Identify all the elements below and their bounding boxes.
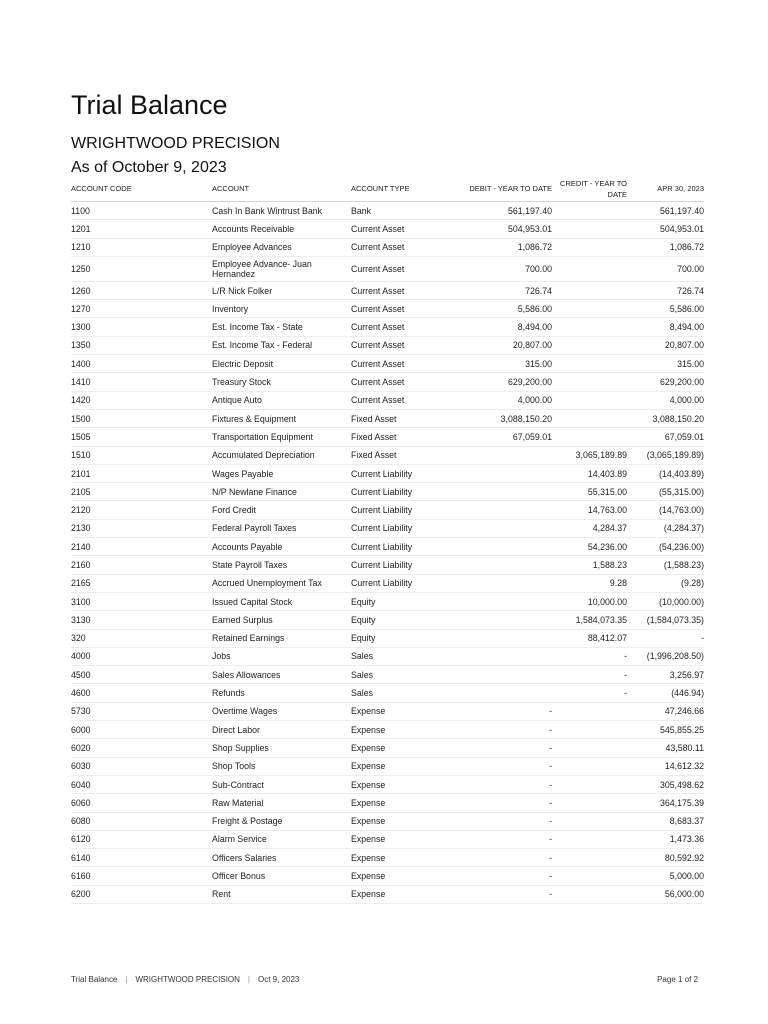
cell-account: Federal Payroll Taxes xyxy=(212,519,351,537)
cell-credit: 55,315.00 xyxy=(552,483,627,501)
cell-debit: 20,807.00 xyxy=(461,336,552,354)
trial-balance-table xyxy=(71,178,704,904)
cell-account: Earned Surplus xyxy=(212,611,351,629)
cell-credit xyxy=(552,281,627,299)
cell-apr: 1,473.36 xyxy=(627,830,704,848)
cell-credit xyxy=(552,355,627,373)
cell-account-code: 3130 xyxy=(71,611,212,629)
cell-credit: 14,403.89 xyxy=(552,464,627,482)
cell-account-type: Equity xyxy=(351,611,461,629)
cell-account: Shop Supplies xyxy=(212,739,351,757)
table-row xyxy=(71,684,704,702)
table-row xyxy=(71,611,704,629)
cell-account-type: Fixed Asset xyxy=(351,428,461,446)
cell-account-type: Bank xyxy=(351,202,461,220)
cell-account-type: Expense xyxy=(351,721,461,739)
cell-debit: - xyxy=(461,757,552,775)
cell-account-type: Current Liability xyxy=(351,464,461,482)
table-row xyxy=(71,220,704,238)
cell-credit xyxy=(552,373,627,391)
cell-apr: 56,000.00 xyxy=(627,885,704,903)
cell-account-code: 1400 xyxy=(71,355,212,373)
header-account-type: ACCOUNT TYPE xyxy=(351,178,461,202)
cell-apr: (1,588.23) xyxy=(627,556,704,574)
cell-apr: 305,498.62 xyxy=(627,775,704,793)
cell-credit: 4,284.37 xyxy=(552,519,627,537)
cell-debit xyxy=(461,574,552,592)
cell-apr: 8,683.37 xyxy=(627,812,704,830)
cell-account-code: 4000 xyxy=(71,647,212,665)
table-row xyxy=(71,238,704,256)
cell-credit: 3,065,189.89 xyxy=(552,446,627,464)
cell-credit xyxy=(552,849,627,867)
cell-account: Cash In Bank Wintrust Bank xyxy=(212,202,351,220)
cell-account-type: Current Liability xyxy=(351,574,461,592)
cell-debit: 8,494.00 xyxy=(461,318,552,336)
cell-account-type: Current Asset xyxy=(351,355,461,373)
cell-account-type: Current Asset xyxy=(351,256,461,281)
cell-debit: 561,197.40 xyxy=(461,202,552,220)
cell-account-code: 1260 xyxy=(71,281,212,299)
cell-account-type: Expense xyxy=(351,739,461,757)
cell-account-type: Expense xyxy=(351,830,461,848)
cell-account-type: Fixed Asset xyxy=(351,409,461,427)
cell-apr: 364,175.39 xyxy=(627,794,704,812)
table-row xyxy=(71,256,704,281)
cell-apr: 629,200.00 xyxy=(627,373,704,391)
cell-account: Freight & Postage xyxy=(212,812,351,830)
table-row xyxy=(71,428,704,446)
cell-account: Raw Material xyxy=(212,794,351,812)
table-row xyxy=(71,373,704,391)
cell-debit: - xyxy=(461,867,552,885)
cell-credit xyxy=(552,775,627,793)
cell-account-code: 3100 xyxy=(71,592,212,610)
cell-apr: 3,088,150.20 xyxy=(627,409,704,427)
cell-debit: 504,953.01 xyxy=(461,220,552,238)
report-date: As of October 9, 2023 xyxy=(71,159,227,176)
cell-credit: 1,584,073.35 xyxy=(552,611,627,629)
cell-account-code: 320 xyxy=(71,629,212,647)
cell-account-code: 1201 xyxy=(71,220,212,238)
cell-debit xyxy=(461,501,552,519)
cell-account-type: Current Asset xyxy=(351,318,461,336)
cell-account-code: 1100 xyxy=(71,202,212,220)
cell-account: Alarm Service xyxy=(212,830,351,848)
cell-account-type: Equity xyxy=(351,629,461,647)
cell-account: Accounts Payable xyxy=(212,538,351,556)
cell-account: Officers Salaries xyxy=(212,849,351,867)
cell-apr: (1,584,073.35) xyxy=(627,611,704,629)
cell-credit: - xyxy=(552,666,627,684)
cell-credit xyxy=(552,300,627,318)
cell-apr: 726.74 xyxy=(627,281,704,299)
cell-account-code: 2120 xyxy=(71,501,212,519)
cell-account-code: 4600 xyxy=(71,684,212,702)
header-debit: DEBIT - YEAR TO DATE xyxy=(461,178,552,202)
table-row xyxy=(71,867,704,885)
cell-apr: (14,763.00) xyxy=(627,501,704,519)
cell-account: Employee Advances xyxy=(212,238,351,256)
cell-account-code: 2140 xyxy=(71,538,212,556)
table-row xyxy=(71,355,704,373)
cell-apr: 67,059.01 xyxy=(627,428,704,446)
table-row xyxy=(71,391,704,409)
cell-account-code: 6000 xyxy=(71,721,212,739)
cell-account: Issued Capital Stock xyxy=(212,592,351,610)
cell-account: Est. Income Tax - Federal xyxy=(212,336,351,354)
cell-account: Inventory xyxy=(212,300,351,318)
cell-apr: 47,246.66 xyxy=(627,702,704,720)
table-row xyxy=(71,464,704,482)
cell-account-code: 1210 xyxy=(71,238,212,256)
cell-credit xyxy=(552,721,627,739)
cell-debit: - xyxy=(461,702,552,720)
table-row xyxy=(71,647,704,665)
cell-debit: - xyxy=(461,739,552,757)
table-row xyxy=(71,409,704,427)
cell-apr: 14,612.32 xyxy=(627,757,704,775)
cell-account-code: 6140 xyxy=(71,849,212,867)
cell-account: Overtime Wages xyxy=(212,702,351,720)
cell-account-code: 2160 xyxy=(71,556,212,574)
table-row xyxy=(71,794,704,812)
table-row xyxy=(71,446,704,464)
cell-account-type: Expense xyxy=(351,794,461,812)
cell-debit: - xyxy=(461,775,552,793)
cell-account-code: 2101 xyxy=(71,464,212,482)
cell-debit: - xyxy=(461,849,552,867)
cell-account: Retained Earnings xyxy=(212,629,351,647)
table-row xyxy=(71,629,704,647)
cell-debit: - xyxy=(461,721,552,739)
footer-date: Oct 9, 2023 xyxy=(258,975,300,984)
table-body xyxy=(71,202,704,904)
cell-debit xyxy=(461,666,552,684)
table-row xyxy=(71,281,704,299)
cell-account-type: Current Liability xyxy=(351,501,461,519)
cell-apr: 1,086.72 xyxy=(627,238,704,256)
cell-debit: 629,200.00 xyxy=(461,373,552,391)
cell-account-code: 6020 xyxy=(71,739,212,757)
cell-credit xyxy=(552,391,627,409)
cell-account: Shop Tools xyxy=(212,757,351,775)
cell-credit xyxy=(552,238,627,256)
header-apr: APR 30, 2023 xyxy=(627,178,704,202)
cell-account: Accumulated Depreciation xyxy=(212,446,351,464)
cell-account-code: 1250 xyxy=(71,256,212,281)
cell-account-type: Current Asset xyxy=(351,373,461,391)
cell-account-type: Expense xyxy=(351,885,461,903)
cell-account-type: Current Liability xyxy=(351,519,461,537)
cell-debit: 5,586.00 xyxy=(461,300,552,318)
footer-page-number: Page 1 of 2 xyxy=(657,975,698,984)
cell-account: Jobs xyxy=(212,647,351,665)
cell-account-code: 1270 xyxy=(71,300,212,318)
cell-apr: 5,000.00 xyxy=(627,867,704,885)
table-row xyxy=(71,775,704,793)
cell-debit xyxy=(461,647,552,665)
cell-debit xyxy=(461,629,552,647)
table-row xyxy=(71,300,704,318)
table-header-row xyxy=(71,178,704,202)
footer-separator: | xyxy=(247,975,250,984)
cell-credit xyxy=(552,794,627,812)
cell-account: Est. Income Tax - State xyxy=(212,318,351,336)
cell-account-type: Fixed Asset xyxy=(351,446,461,464)
table-row xyxy=(71,483,704,501)
cell-credit xyxy=(552,702,627,720)
table-row xyxy=(71,519,704,537)
cell-debit: 726.74 xyxy=(461,281,552,299)
cell-account-type: Expense xyxy=(351,812,461,830)
cell-account-type: Expense xyxy=(351,757,461,775)
cell-credit: - xyxy=(552,647,627,665)
cell-account-type: Current Liability xyxy=(351,538,461,556)
table-row xyxy=(71,336,704,354)
table-row xyxy=(71,885,704,903)
cell-account-type: Sales xyxy=(351,647,461,665)
cell-account-code: 1510 xyxy=(71,446,212,464)
cell-credit xyxy=(552,885,627,903)
cell-debit: - xyxy=(461,794,552,812)
cell-debit: - xyxy=(461,885,552,903)
cell-credit xyxy=(552,202,627,220)
cell-account: Employee Advance- Juan Hernandez xyxy=(212,256,351,281)
cell-debit xyxy=(461,538,552,556)
cell-account-type: Current Asset xyxy=(351,300,461,318)
table-row xyxy=(71,556,704,574)
cell-debit xyxy=(461,483,552,501)
cell-credit: 1,588.23 xyxy=(552,556,627,574)
table-row xyxy=(71,501,704,519)
cell-account: Officer Bonus xyxy=(212,867,351,885)
cell-credit: 9.28 xyxy=(552,574,627,592)
cell-credit xyxy=(552,428,627,446)
cell-account-code: 6040 xyxy=(71,775,212,793)
cell-credit xyxy=(552,318,627,336)
cell-debit: 4,000.00 xyxy=(461,391,552,409)
cell-apr: 43,580.11 xyxy=(627,739,704,757)
cell-account-type: Current Liability xyxy=(351,483,461,501)
cell-account-code: 1300 xyxy=(71,318,212,336)
cell-apr: 315.00 xyxy=(627,355,704,373)
cell-account-type: Sales xyxy=(351,684,461,702)
cell-account: L/R Nick Folker xyxy=(212,281,351,299)
header-credit: CREDIT - YEAR TO DATE xyxy=(552,178,627,202)
cell-apr: 700.00 xyxy=(627,256,704,281)
cell-apr: 3,256.97 xyxy=(627,666,704,684)
cell-debit xyxy=(461,556,552,574)
table-row xyxy=(71,830,704,848)
header-account: ACCOUNT xyxy=(212,178,351,202)
cell-apr: (55,315.00) xyxy=(627,483,704,501)
cell-credit xyxy=(552,739,627,757)
cell-debit: 700.00 xyxy=(461,256,552,281)
cell-account-code: 1500 xyxy=(71,409,212,427)
table-row xyxy=(71,666,704,684)
table-row xyxy=(71,739,704,757)
cell-account-type: Expense xyxy=(351,849,461,867)
cell-account: Sub-Contract xyxy=(212,775,351,793)
cell-account-code: 1505 xyxy=(71,428,212,446)
cell-credit xyxy=(552,757,627,775)
cell-account: Ford Credit xyxy=(212,501,351,519)
cell-account-type: Current Asset xyxy=(351,281,461,299)
cell-apr: 80,592.92 xyxy=(627,849,704,867)
cell-account-code: 2165 xyxy=(71,574,212,592)
cell-debit xyxy=(461,464,552,482)
cell-debit: 3,088,150.20 xyxy=(461,409,552,427)
cell-apr: 20,807.00 xyxy=(627,336,704,354)
cell-apr: (14,403.89) xyxy=(627,464,704,482)
cell-account-code: 2130 xyxy=(71,519,212,537)
cell-apr: (9.28) xyxy=(627,574,704,592)
cell-credit xyxy=(552,336,627,354)
cell-account-code: 4500 xyxy=(71,666,212,684)
table-row xyxy=(71,318,704,336)
cell-apr: (3,065,189.89) xyxy=(627,446,704,464)
cell-account: Fixtures & Equipment xyxy=(212,409,351,427)
table-row xyxy=(71,538,704,556)
cell-account-code: 1350 xyxy=(71,336,212,354)
cell-account-type: Equity xyxy=(351,592,461,610)
cell-account-type: Current Asset xyxy=(351,391,461,409)
header-account-code: ACCOUNT CODE xyxy=(71,178,212,202)
cell-account-type: Sales xyxy=(351,666,461,684)
cell-debit: 1,086.72 xyxy=(461,238,552,256)
cell-debit: - xyxy=(461,830,552,848)
cell-credit xyxy=(552,409,627,427)
cell-account-type: Current Asset xyxy=(351,220,461,238)
cell-account-code: 6030 xyxy=(71,757,212,775)
cell-account-code: 6120 xyxy=(71,830,212,848)
cell-account: Transportation Equipment xyxy=(212,428,351,446)
cell-debit xyxy=(461,592,552,610)
cell-apr: (10,000.00) xyxy=(627,592,704,610)
table-row xyxy=(71,202,704,220)
cell-credit xyxy=(552,812,627,830)
cell-account: Sales Allowances xyxy=(212,666,351,684)
cell-debit xyxy=(461,519,552,537)
table-row xyxy=(71,849,704,867)
cell-account-code: 6200 xyxy=(71,885,212,903)
cell-account: State Payroll Taxes xyxy=(212,556,351,574)
cell-credit: 10,000.00 xyxy=(552,592,627,610)
cell-account: Antique Auto xyxy=(212,391,351,409)
cell-account: Electric Deposit xyxy=(212,355,351,373)
cell-account-code: 6060 xyxy=(71,794,212,812)
footer-company: WRIGHTWOOD PRECISION xyxy=(135,975,240,984)
cell-account-code: 6160 xyxy=(71,867,212,885)
cell-debit: - xyxy=(461,812,552,830)
cell-account: Rent xyxy=(212,885,351,903)
cell-account: Refunds xyxy=(212,684,351,702)
cell-account-code: 5730 xyxy=(71,702,212,720)
cell-debit xyxy=(461,684,552,702)
page-footer xyxy=(71,975,698,987)
cell-credit: 54,236.00 xyxy=(552,538,627,556)
cell-account-type: Current Asset xyxy=(351,336,461,354)
cell-apr: 545,855.25 xyxy=(627,721,704,739)
cell-account: N/P Newlane Finance xyxy=(212,483,351,501)
cell-credit: 88,412.07 xyxy=(552,629,627,647)
cell-credit: - xyxy=(552,684,627,702)
cell-debit: 315.00 xyxy=(461,355,552,373)
cell-account-code: 2105 xyxy=(71,483,212,501)
cell-account-code: 1420 xyxy=(71,391,212,409)
cell-apr: (446.94) xyxy=(627,684,704,702)
cell-apr: 8,494.00 xyxy=(627,318,704,336)
cell-account: Treasury Stock xyxy=(212,373,351,391)
cell-debit xyxy=(461,446,552,464)
cell-apr: 504,953.01 xyxy=(627,220,704,238)
cell-account: Direct Labor xyxy=(212,721,351,739)
cell-account-type: Expense xyxy=(351,775,461,793)
cell-account: Accrued Unemployment Tax xyxy=(212,574,351,592)
cell-apr: 561,197.40 xyxy=(627,202,704,220)
table-row xyxy=(71,574,704,592)
cell-credit xyxy=(552,830,627,848)
cell-credit xyxy=(552,867,627,885)
table-row xyxy=(71,721,704,739)
cell-apr: - xyxy=(627,629,704,647)
table-row xyxy=(71,757,704,775)
cell-apr: 5,586.00 xyxy=(627,300,704,318)
cell-account-type: Expense xyxy=(351,867,461,885)
cell-apr: 4,000.00 xyxy=(627,391,704,409)
table-row xyxy=(71,812,704,830)
table-row xyxy=(71,702,704,720)
cell-account-code: 6080 xyxy=(71,812,212,830)
cell-account-type: Current Asset xyxy=(351,238,461,256)
footer-separator: | xyxy=(125,975,128,984)
cell-credit xyxy=(552,256,627,281)
cell-credit xyxy=(552,220,627,238)
page-title: Trial Balance xyxy=(71,90,228,120)
cell-account-type: Current Liability xyxy=(351,556,461,574)
cell-debit xyxy=(461,611,552,629)
cell-debit: 67,059.01 xyxy=(461,428,552,446)
cell-account: Accounts Receivable xyxy=(212,220,351,238)
cell-account-type: Expense xyxy=(351,702,461,720)
cell-apr: (1,996,208.50) xyxy=(627,647,704,665)
cell-credit: 14,763.00 xyxy=(552,501,627,519)
cell-account-code: 1410 xyxy=(71,373,212,391)
cell-apr: (4,284.37) xyxy=(627,519,704,537)
table-row xyxy=(71,592,704,610)
company-name: WRIGHTWOOD PRECISION xyxy=(71,135,280,152)
cell-account: Wages Payable xyxy=(212,464,351,482)
footer-report-name: Trial Balance xyxy=(71,975,118,984)
cell-apr: (54,236.00) xyxy=(627,538,704,556)
